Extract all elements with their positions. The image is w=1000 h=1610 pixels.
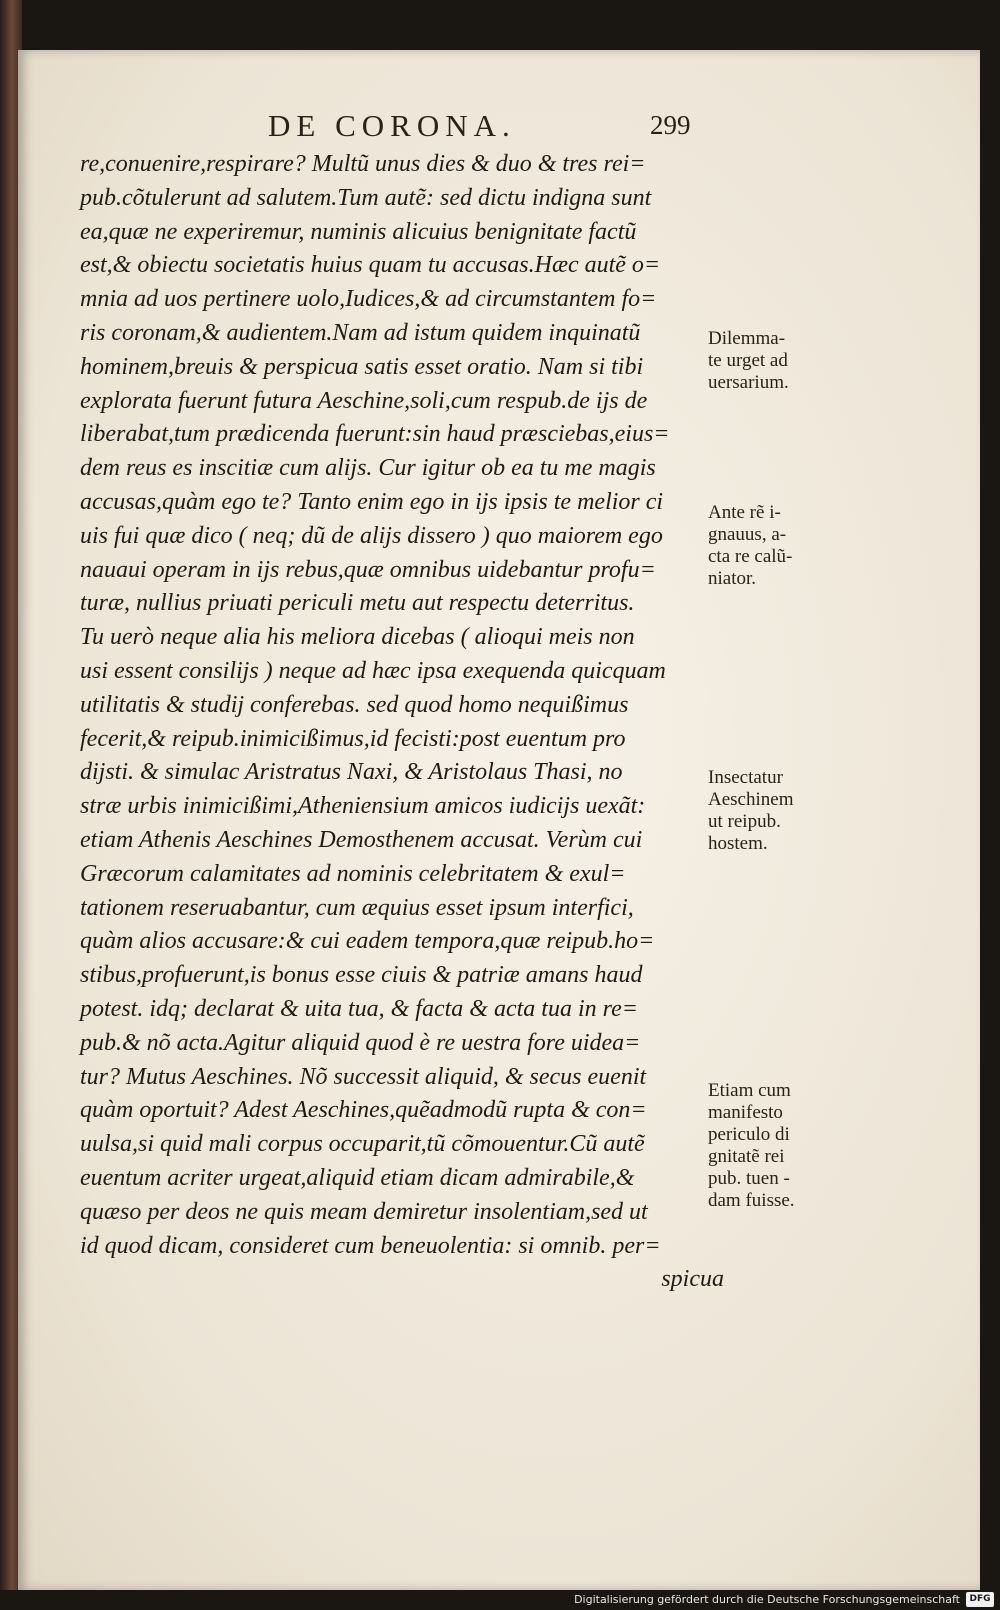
side-note-line: te urget ad [708,350,788,371]
text-line: euentum acriter urgeat,aliquid etiam dicam admirabile,& [80,1164,635,1191]
main-text-block [80,148,730,1297]
text-line: Græcorum calamitates ad nominis celebritatem & exul= [80,860,626,887]
text-line: uulsa,si quid mali corpus occuparit,tũ cõmouentur.Cũ autẽ [80,1131,645,1158]
text-line: tur? Mutus Aeschines. Nõ successit aliquid, & secus euenit [80,1063,647,1090]
side-note [708,502,838,590]
side-note-line: uersarium. [708,372,789,393]
text-line: turæ, nullius priuati periculi metu aut respectu deterritus. [80,590,635,617]
text-line: nauaui operam in ijs rebus,quæ omnibus uidebantur profu= [80,556,656,583]
side-note [708,1080,838,1212]
side-note-line: dam fuisse. [708,1190,795,1211]
side-note-line: cta re calũ- [708,546,793,567]
text-line: utilitatis & studij conferebas. sed quod homo nequißimus [80,691,629,718]
side-note-line: Ante rẽ i- [708,502,781,523]
text-line: pub.cõtulerunt ad salutem.Tum autẽ: sed dictu indigna sunt [80,184,652,211]
text-line: Tu uerò neque alia his meliora dicebas ( alioqui meis non [80,624,635,651]
side-note-line: Etiam cum [708,1080,791,1101]
text-line: ris coronam,& audientem.Nam ad istum quidem inquinatũ [80,319,641,346]
side-note-line: Insectatur [708,767,783,788]
side-note-line: manifesto [708,1102,783,1123]
side-note-line: gnitatẽ rei [708,1146,785,1167]
text-line: accusas,quàm ego te? Tanto enim ego in ijs ipsis te melior ci [80,488,664,515]
text-line: dijsti. & simulac Aristratus Naxi, & Aristolaus Thasi, no [80,759,623,786]
footer-bar [0,1590,1000,1610]
dfg-logo: DFG [966,1592,994,1607]
side-note-line: gnauus, a- [708,524,787,545]
text-line: ea,quæ ne experiremur, numinis alicuius benignitate factũ [80,218,637,245]
text-line: tationem reseruabantur, cum æquius esset ipsum interfici, [80,894,634,921]
side-note-line: Dilemma- [708,328,786,349]
text-line: spicua [661,1266,724,1293]
text-line: quàm alios accusare:& cui eadem tempora,quæ reipub.ho= [80,928,655,955]
text-line: id quod dicam, consideret cum beneuolentia: si omnib. per= [80,1232,661,1259]
text-line: dem reus es inscitiæ cum alijs. Cur igitur ob ea tu me magis [80,455,656,482]
text-line: fecerit,& reipub.inimicißimus,id fecisti:post euentum pro [80,725,626,752]
side-note-line: hostem. [708,833,768,854]
running-title: DE CORONA. [268,108,516,143]
text-line: liberabat,tum prædicenda fuerunt:sin haud præsciebas,eius= [80,421,670,448]
text-line: re,conuenire,respirare? Multũ unus dies & duo & tres rei= [80,151,646,177]
running-head [18,108,980,148]
text-line: potest. idq; declarat & uita tua, & facta & acta tua in re= [80,995,638,1022]
book-page [18,50,980,1590]
text-line: mnia ad uos pertinere uolo,Iudices,& ad circumstantem fo= [80,286,657,313]
side-note-line: ut reipub. [708,811,781,832]
funding-credit: Digitalisierung gefördert durch die Deutsche Forschungsgemeinschaft [574,1593,960,1606]
text-line: etiam Athenis Aeschines Demosthenem accusat. Verùm cui [80,826,643,853]
text-line: quàm oportuit? Adest Aeschines,quẽadmodũ rupta & con= [80,1097,647,1124]
text-line: pub.& nõ acta.Agitur aliquid quod è re uestra fore uidea= [80,1029,641,1056]
text-line: explorata fuerunt futura Aeschine,soli,cum respub.de ijs de [80,387,648,414]
side-note-line: pub. tuen - [708,1168,790,1189]
text-line: uis fui quæ dico ( neq; dũ de alijs dissero ) quo maiorem ego [80,522,663,549]
text-line: stibus,profuerunt,is bonus esse ciuis & patriæ amans haud [80,962,643,989]
text-line: usi essent consilijs ) neque ad hæc ipsa exequenda quicquam [80,657,666,684]
side-note-line: Aeschinem [708,789,794,810]
text-line: hominem,breuis & perspicua satis esset oratio. Nam si tibi [80,353,644,380]
side-note-line: niator. [708,568,757,589]
side-note-line: periculo di [708,1124,790,1145]
side-note [708,328,838,394]
side-note [708,767,838,855]
text-line: est,& obiectu societatis huius quam tu accusas.Hæc autẽ o= [80,252,661,279]
text-line: quæso per deos ne quis meam demiretur insolentiam,sed ut [80,1198,648,1225]
page-number: 299 [650,110,691,140]
text-line: stræ urbis inimicißimi,Atheniensium amicos iudicijs uexãt: [80,793,646,820]
